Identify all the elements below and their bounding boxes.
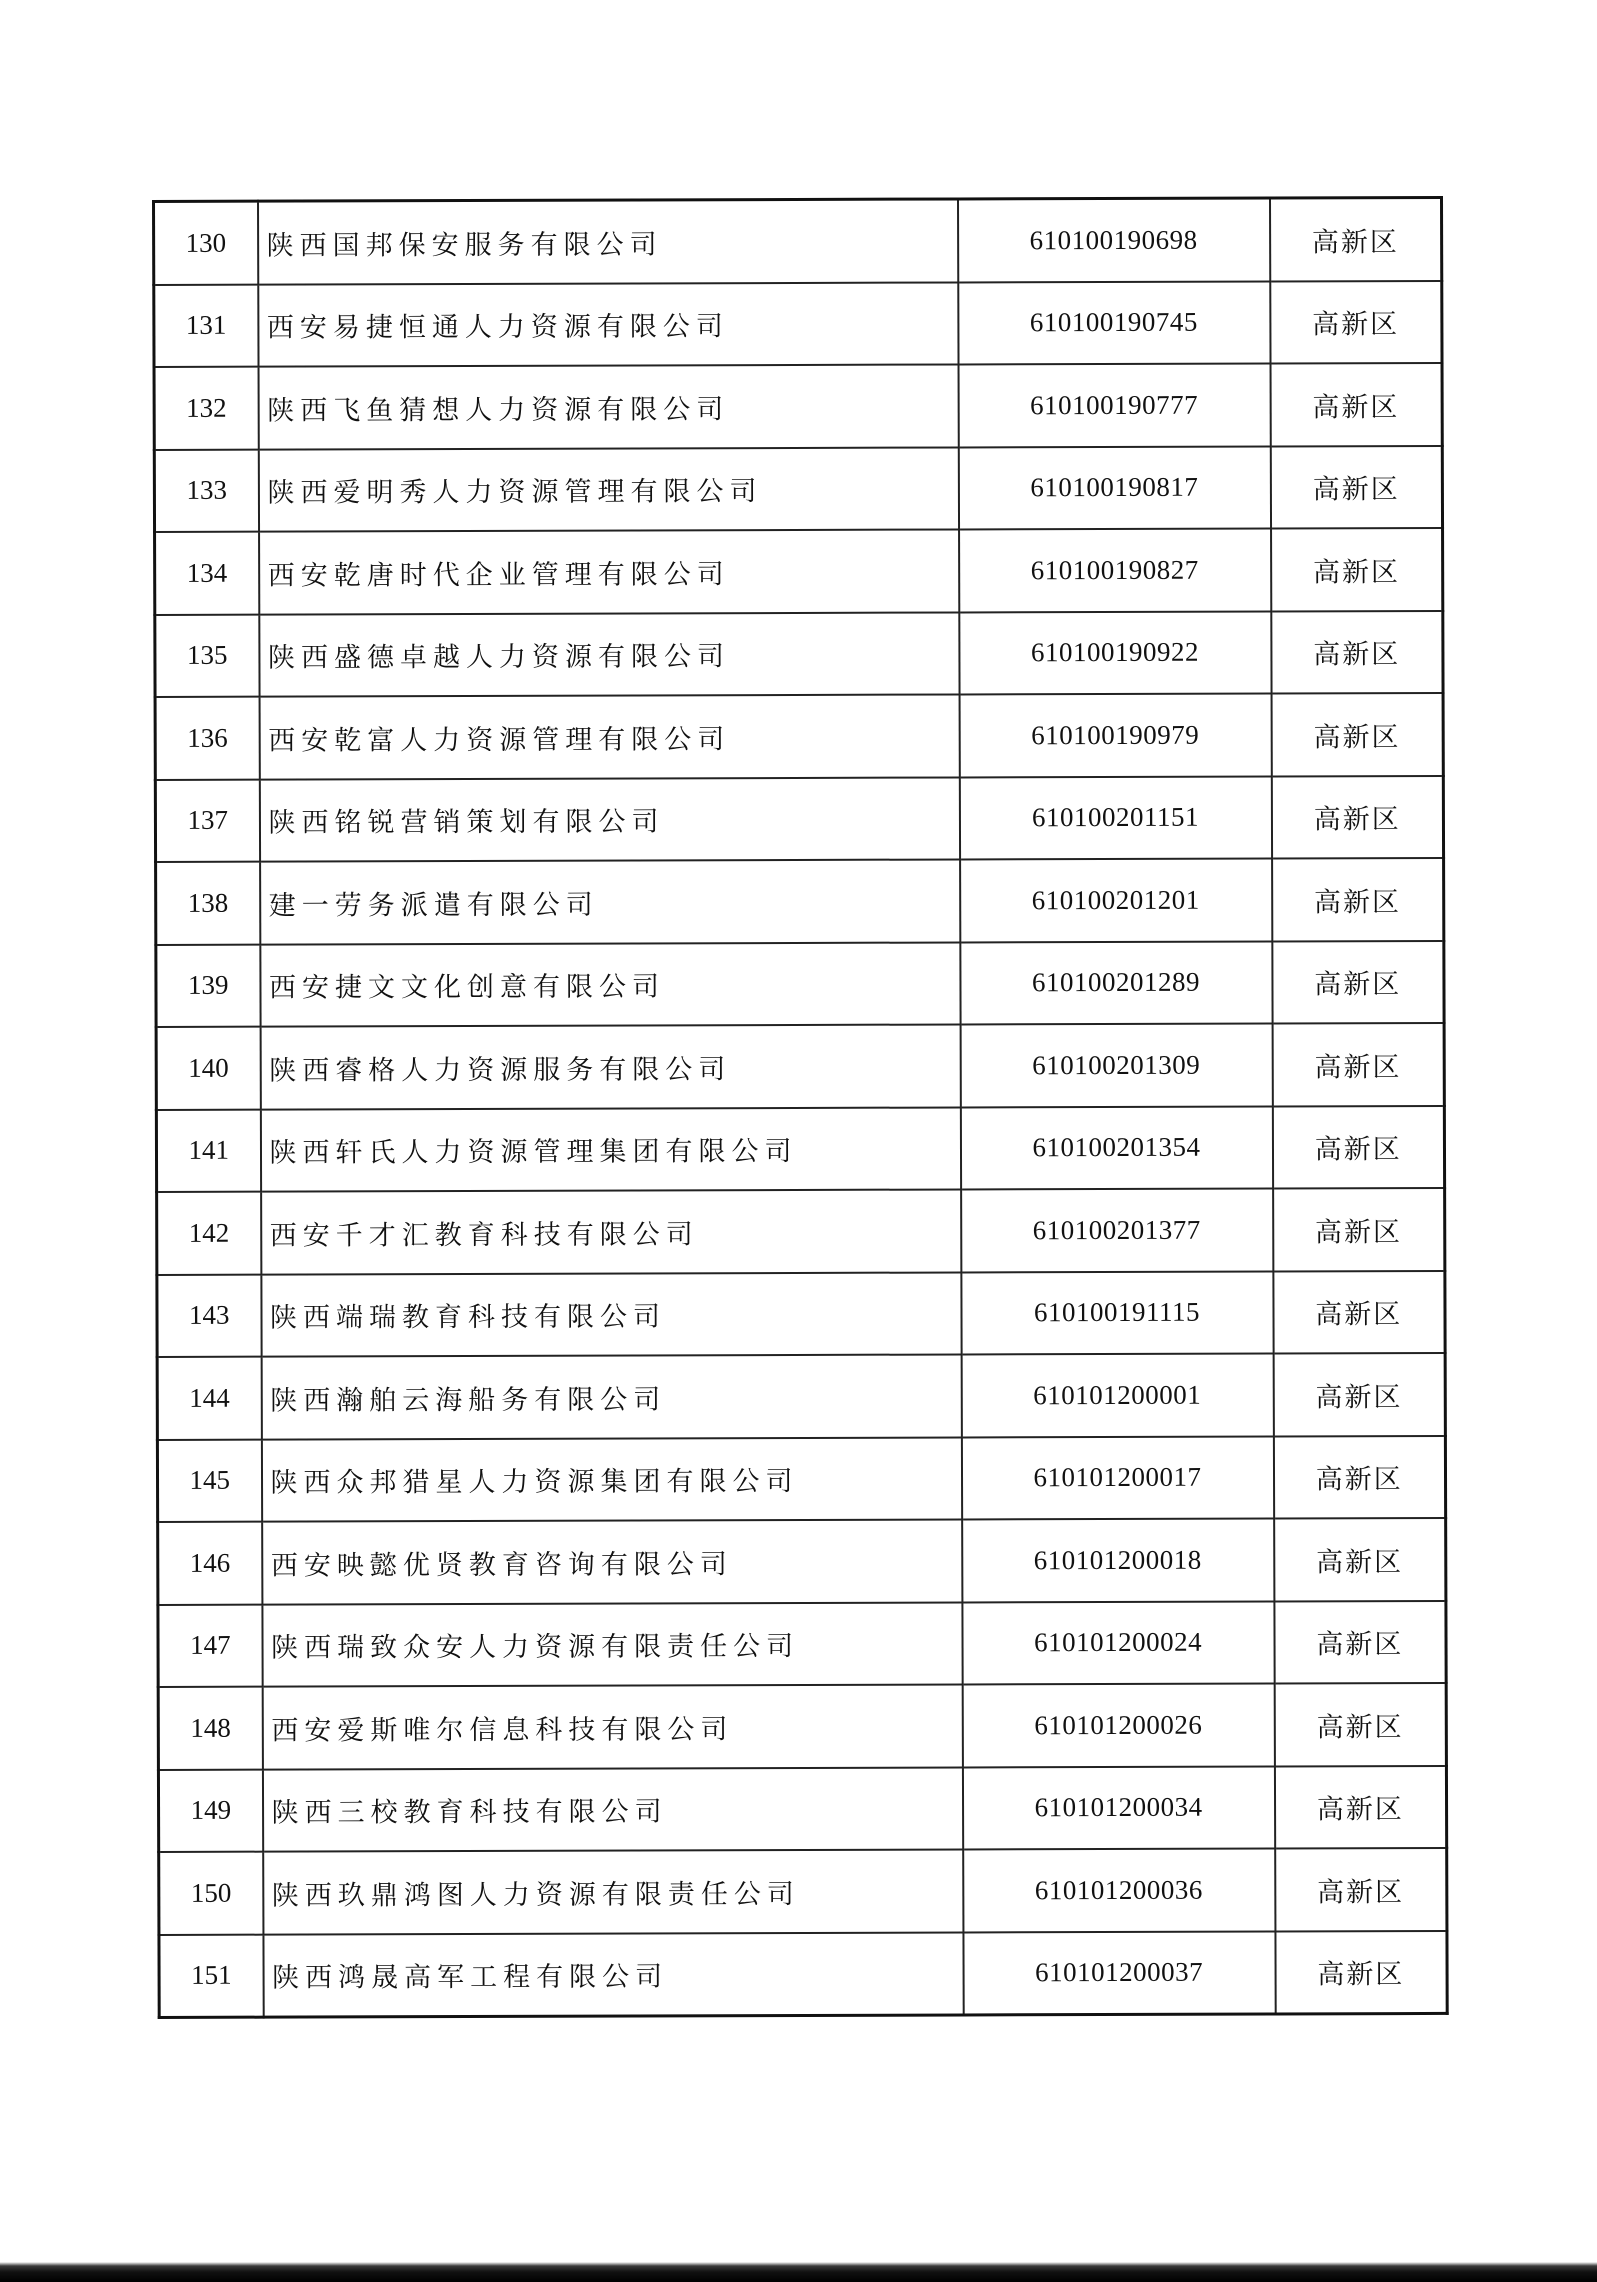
registration-code-cell: 610100201309: [960, 1023, 1272, 1106]
registration-code-cell: 610100190827: [959, 528, 1271, 611]
table-row: [155, 693, 1443, 780]
table-row: [155, 528, 1443, 615]
row-number-cell: 131: [154, 284, 258, 367]
district-cell: 高新区: [1271, 610, 1443, 693]
company-name-cell: 陕西端瑞教育科技有限公司: [261, 1272, 961, 1357]
table-row: [158, 1683, 1446, 1770]
company-registry-table: [152, 196, 1449, 2019]
registration-code-cell: 610100190922: [959, 611, 1271, 694]
row-number-cell: 132: [154, 367, 258, 450]
registration-code-cell: 610100191115: [961, 1271, 1273, 1354]
table-row: [158, 1600, 1446, 1687]
table-row: [155, 775, 1443, 862]
district-cell: 高新区: [1270, 445, 1442, 528]
company-name-cell: 陕西瑞致众安人力资源有限责任公司: [262, 1602, 962, 1687]
registration-code-cell: 610100190698: [958, 198, 1270, 282]
district-cell: 高新区: [1271, 528, 1443, 611]
table-row: [154, 445, 1442, 532]
company-name-cell: 陕西三校教育科技有限公司: [262, 1767, 962, 1852]
row-number-cell: 137: [155, 779, 259, 862]
company-name-cell: 建一劳务派遣有限公司: [260, 859, 960, 944]
company-name-cell: 陕西瀚舶云海船务有限公司: [261, 1354, 961, 1439]
district-cell: 高新区: [1270, 363, 1442, 446]
table-row: [157, 1270, 1445, 1357]
row-number-cell: 141: [156, 1109, 260, 1192]
district-cell: 高新区: [1269, 197, 1441, 281]
district-cell: 高新区: [1272, 940, 1444, 1023]
company-name-cell: 陕西盛德卓越人力资源有限公司: [259, 612, 959, 697]
row-number-cell: 134: [155, 532, 259, 615]
company-name-cell: 西安爱斯唯尔信息科技有限公司: [262, 1684, 962, 1769]
district-cell: 高新区: [1273, 1353, 1445, 1436]
registration-code-cell: 610101200017: [961, 1436, 1273, 1519]
table-row: [154, 197, 1442, 284]
table-row: [154, 280, 1442, 367]
scan-bottom-edge: [0, 2262, 1597, 2282]
company-name-cell: 陕西鸿晟高军工程有限公司: [263, 1932, 963, 2017]
row-number-cell: 135: [155, 614, 259, 697]
company-name-cell: 西安千才汇教育科技有限公司: [261, 1189, 961, 1274]
registration-code-cell: 610100201354: [960, 1106, 1272, 1189]
registration-code-cell: 610101200036: [963, 1848, 1275, 1931]
row-number-cell: 133: [154, 449, 258, 532]
row-number-cell: 149: [158, 1769, 262, 1852]
district-cell: 高新区: [1272, 1105, 1444, 1188]
district-cell: 高新区: [1275, 1930, 1447, 2014]
company-name-cell: 西安乾富人力资源管理有限公司: [259, 694, 959, 779]
district-cell: 高新区: [1273, 1435, 1445, 1518]
district-cell: 高新区: [1270, 280, 1442, 363]
company-name-cell: 西安易捷恒通人力资源有限公司: [258, 282, 958, 367]
registration-code-cell: 610101200034: [962, 1766, 1274, 1849]
registration-code-cell: 610100201377: [961, 1188, 1273, 1271]
row-number-cell: 145: [157, 1439, 261, 1522]
district-cell: 高新区: [1274, 1765, 1446, 1848]
table-row: [156, 858, 1444, 945]
table-row: [156, 1105, 1444, 1192]
company-name-cell: 陕西国邦保安服务有限公司: [258, 199, 958, 284]
table-row: [158, 1518, 1446, 1605]
district-cell: 高新区: [1274, 1683, 1446, 1766]
registration-code-cell: 610101200037: [963, 1931, 1275, 2015]
company-name-cell: 陕西睿格人力资源服务有限公司: [260, 1024, 960, 1109]
registration-code-cell: 610100201289: [960, 941, 1272, 1024]
table-row: [159, 1930, 1447, 2017]
row-number-cell: 136: [155, 697, 259, 780]
table-row: [157, 1353, 1445, 1440]
company-name-cell: 陕西铭锐营销策划有限公司: [259, 777, 959, 862]
company-name-cell: 陕西玖鼎鸿图人力资源有限责任公司: [263, 1849, 963, 1934]
registration-code-cell: 610100201201: [960, 858, 1272, 941]
registration-code-cell: 610100190745: [958, 281, 1270, 364]
company-name-cell: 陕西众邦猎星人力资源集团有限公司: [261, 1437, 961, 1522]
company-name-cell: 西安乾唐时代企业管理有限公司: [259, 529, 959, 614]
company-name-cell: 陕西爱明秀人力资源管理有限公司: [258, 447, 958, 532]
table-row: [155, 610, 1443, 697]
table-body: [154, 197, 1448, 2017]
district-cell: 高新区: [1273, 1270, 1445, 1353]
company-name-cell: 陕西轩氏人力资源管理集团有限公司: [260, 1107, 960, 1192]
registration-code-cell: 610100201151: [959, 776, 1271, 859]
table-row: [157, 1188, 1445, 1275]
table-row: [156, 940, 1444, 1027]
row-number-cell: 151: [159, 1934, 263, 2017]
row-number-cell: 140: [156, 1027, 260, 1110]
district-cell: 高新区: [1275, 1848, 1447, 1931]
district-cell: 高新区: [1273, 1188, 1445, 1271]
row-number-cell: 143: [157, 1274, 261, 1357]
company-name-cell: 陕西飞鱼猜想人力资源有限公司: [258, 364, 958, 449]
district-cell: 高新区: [1274, 1600, 1446, 1683]
district-cell: 高新区: [1272, 1023, 1444, 1106]
registration-code-cell: 610101200026: [962, 1683, 1274, 1766]
registration-code-cell: 610100190817: [958, 446, 1270, 529]
row-number-cell: 148: [158, 1687, 262, 1770]
table-row: [158, 1765, 1446, 1852]
row-number-cell: 130: [154, 201, 258, 284]
company-name-cell: 西安映懿优贤教育咨询有限公司: [262, 1519, 962, 1604]
district-cell: 高新区: [1272, 858, 1444, 941]
registration-code-cell: 610101200024: [962, 1601, 1274, 1684]
registration-code-cell: 610100190979: [959, 693, 1271, 776]
row-number-cell: 142: [157, 1192, 261, 1275]
row-number-cell: 138: [156, 862, 260, 945]
row-number-cell: 139: [156, 944, 260, 1027]
registration-code-cell: 610100190777: [958, 363, 1270, 446]
row-number-cell: 147: [158, 1604, 262, 1687]
table-row: [159, 1848, 1447, 1935]
registration-code-cell: 610101200018: [962, 1518, 1274, 1601]
district-cell: 高新区: [1271, 693, 1443, 776]
table-row: [154, 363, 1442, 450]
company-name-cell: 西安捷文文化创意有限公司: [260, 942, 960, 1027]
table-row: [157, 1435, 1445, 1522]
row-number-cell: 150: [159, 1852, 263, 1935]
row-number-cell: 144: [157, 1357, 261, 1440]
district-cell: 高新区: [1274, 1518, 1446, 1601]
registration-code-cell: 610101200001: [961, 1353, 1273, 1436]
row-number-cell: 146: [158, 1522, 262, 1605]
table-row: [156, 1023, 1444, 1110]
district-cell: 高新区: [1271, 775, 1443, 858]
